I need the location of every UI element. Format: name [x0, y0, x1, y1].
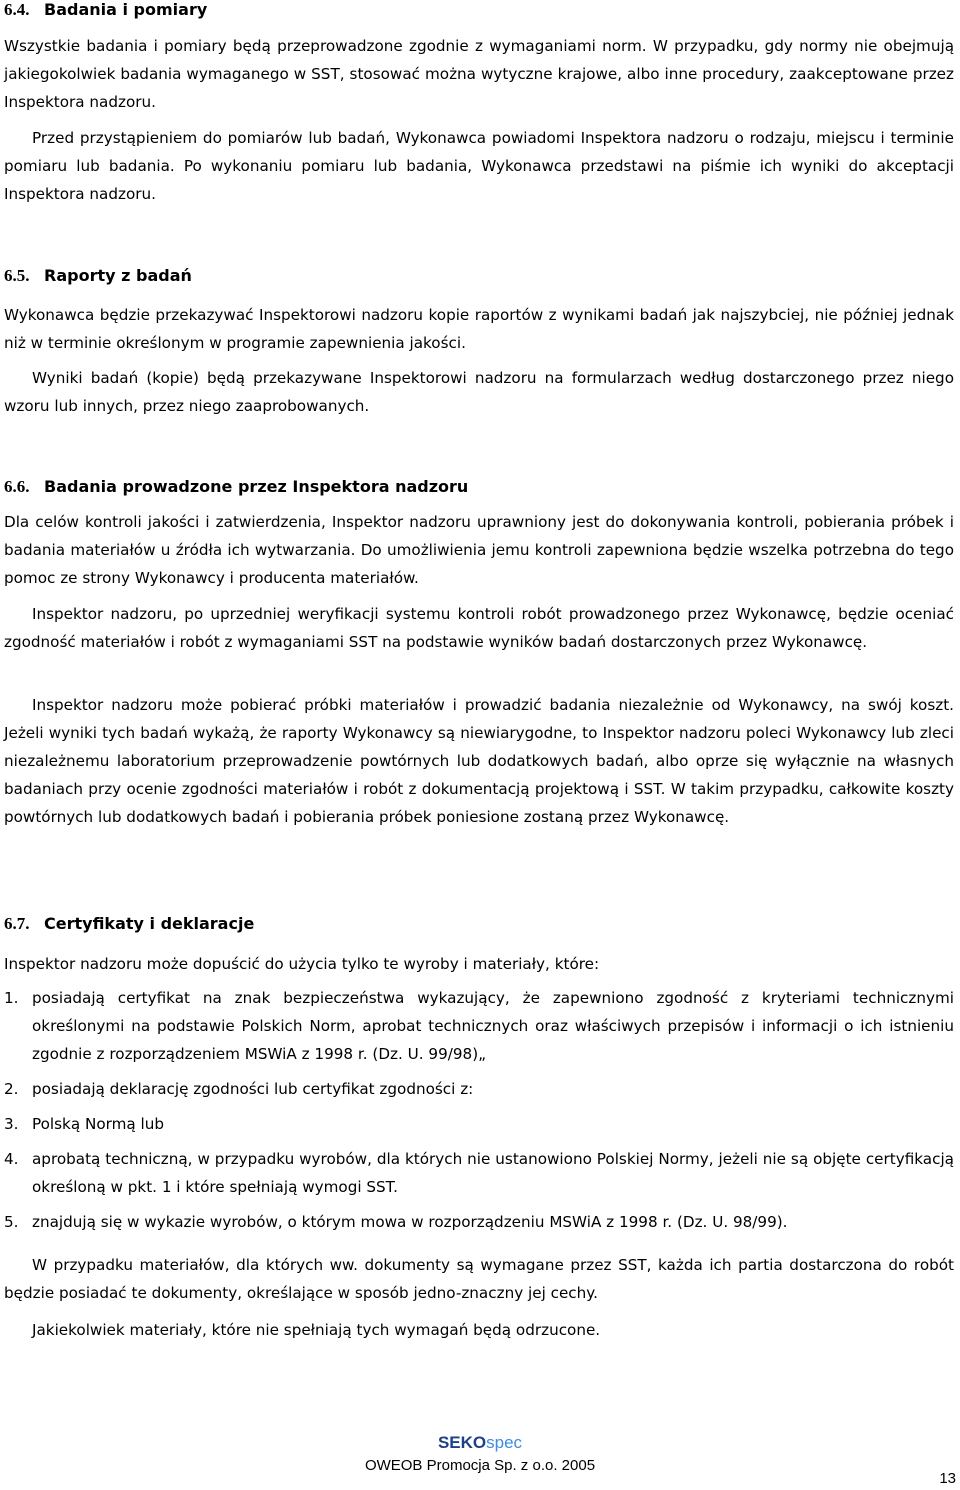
paragraph: Inspektor nadzoru może pobierać próbki materiałów i prowadzić badania niezależnie od Wykonawcy, na swój koszt. Jeżeli wyniki tych badań wykażą, że raporty Wykonawcy są niewiarygodne, to Inspektor nadzoru poleci Wykonawcy lub zleci niezależnemu laboratorium przeprowadzenie powtórnych lub dodatkowych badań, albo oprze się wyłącznie na własnych badaniach przy ocenie zgodności materiałów i robót z dokumentacją projektową i SST. W takim przypadku, całkowite koszty powtórnych lub dodatkowych badań i pobierania próbek poniesione zostaną przez Wykonawcę. [4, 696, 954, 826]
section-6-7-heading [4, 914, 254, 934]
brand-light: spec [486, 1433, 523, 1452]
list-item-number: 3. [4, 1115, 19, 1133]
paragraph: W przypadku materiałów, dla których ww. dokumenty są wymagane przez SST, każda ich partia dostarczona do robót będzie posiadać te dokumenty, określające w sposób jedno-znaczny jej cechy. [4, 1256, 954, 1302]
list-item [4, 1110, 954, 1138]
section-number: 6.5. [4, 266, 30, 285]
paragraph: Inspektor nadzoru może dopuścić do użycia tylko te wyroby i materiały, które: [4, 955, 600, 973]
list-item-text: znajdują się w wykazie wyrobów, o którym mowa w rozporządzeniu MSWiA z 1998 r. (Dz. U. 98/99). [32, 1213, 788, 1231]
section-number: 6.6. [4, 477, 30, 496]
list-item [4, 1208, 954, 1236]
brand-bold: SEKO [437, 1433, 487, 1452]
paragraph: Wszystkie badania i pomiary będą przeprowadzone zgodnie z wymaganiami norm. W przypadku, gdy normy nie obejmują jakiegokolwiek badania wymaganego w SST, stosować można wytyczne krajowe, albo inne procedury, zaakceptowane przez Inspektora nadzoru. [4, 37, 954, 111]
section-title: Certyfikaty i deklaracje [44, 914, 255, 933]
section-title: Badania prowadzone przez Inspektora nadzoru [44, 477, 469, 496]
section-6-5-heading [4, 266, 192, 286]
section-number: 6.4. [4, 0, 30, 19]
paragraph: Wyniki badań (kopie) będą przekazywane Inspektorowi nadzoru na formularzach według dostarczonego przez niego wzoru lub innych, przez niego zaaprobowanych. [4, 369, 954, 415]
section-6-6-heading [4, 477, 468, 497]
list-item-number: 1. [4, 989, 19, 1007]
list-item [4, 984, 954, 1068]
paragraph: Dla celów kontroli jakości i zatwierdzenia, Inspektor nadzoru uprawniony jest do dokonywania kontroli, pobierania próbek i badania materiałów u źródła ich wytwarzania. Do umożliwienia jemu kontroli zapewniona będzie wszelka potrzebna do tego pomoc ze strony Wykonawcy i producenta materiałów. [4, 513, 954, 587]
list-item-text: posiadają certyfikat na znak bezpieczeństwa wykazujący, że zapewniono zgodność z kryteriami technicznymi określonymi na podstawie Polskich Norm, aprobat technicznych oraz właściwych przepisów i informacji o ich istnieniu zgodnie z rozporządzeniem MSWiA z 1998 r. (Dz. U. 99/98)„ [32, 989, 954, 1063]
list-item-number: 2. [4, 1080, 19, 1098]
section-6-4-heading [4, 0, 207, 20]
footer-brand-logo [0, 1433, 960, 1453]
section-title: Raporty z badań [44, 266, 192, 285]
list-item-number: 4. [4, 1150, 19, 1168]
page-number: 13 [939, 1470, 956, 1487]
requirements-list [4, 984, 954, 1236]
section-title: Badania i pomiary [44, 0, 208, 19]
list-item-number: 5. [4, 1213, 19, 1231]
section-number: 6.7. [4, 914, 30, 933]
list-item-text: aprobatą techniczną, w przypadku wyrobów, dla których nie ustanowiono Polskiej Normy, jeżeli nie są objęte certyfikacją określoną w pkt. 1 i które spełniają wymogi SST. [32, 1150, 954, 1196]
paragraph: Inspektor nadzoru, po uprzedniej weryfikacji systemu kontroli robót prowadzonego przez Wykonawcę, będzie oceniać zgodność materiałów i robót z wymaganiami SST na podstawie wyników badań dostarczonych przez Wykonawcę. [4, 605, 954, 651]
list-item [4, 1145, 954, 1201]
paragraph: Jakiekolwiek materiały, które nie spełniają tych wymagań będą odrzucone. [32, 1321, 601, 1339]
footer-company: OWEOB Promocja Sp. z o.o. 2005 [364, 1457, 596, 1474]
paragraph: Wykonawca będzie przekazywać Inspektorowi nadzoru kopie raportów z wynikami badań jak najszybciej, nie później jednak niż w terminie określonym w programie zapewnienia jakości. [4, 306, 954, 352]
paragraph: Przed przystąpieniem do pomiarów lub badań, Wykonawca powiadomi Inspektora nadzoru o rodzaju, miejscu i terminie pomiaru lub badania. Po wykonaniu pomiaru lub badania, Wykonawca przedstawi na piśmie ich wyniki do akceptacji Inspektora nadzoru. [4, 129, 954, 203]
list-item-text: Polską Normą lub [32, 1115, 165, 1133]
list-item [4, 1075, 954, 1103]
list-item-text: posiadają deklarację zgodności lub certyfikat zgodności z: [32, 1080, 474, 1098]
